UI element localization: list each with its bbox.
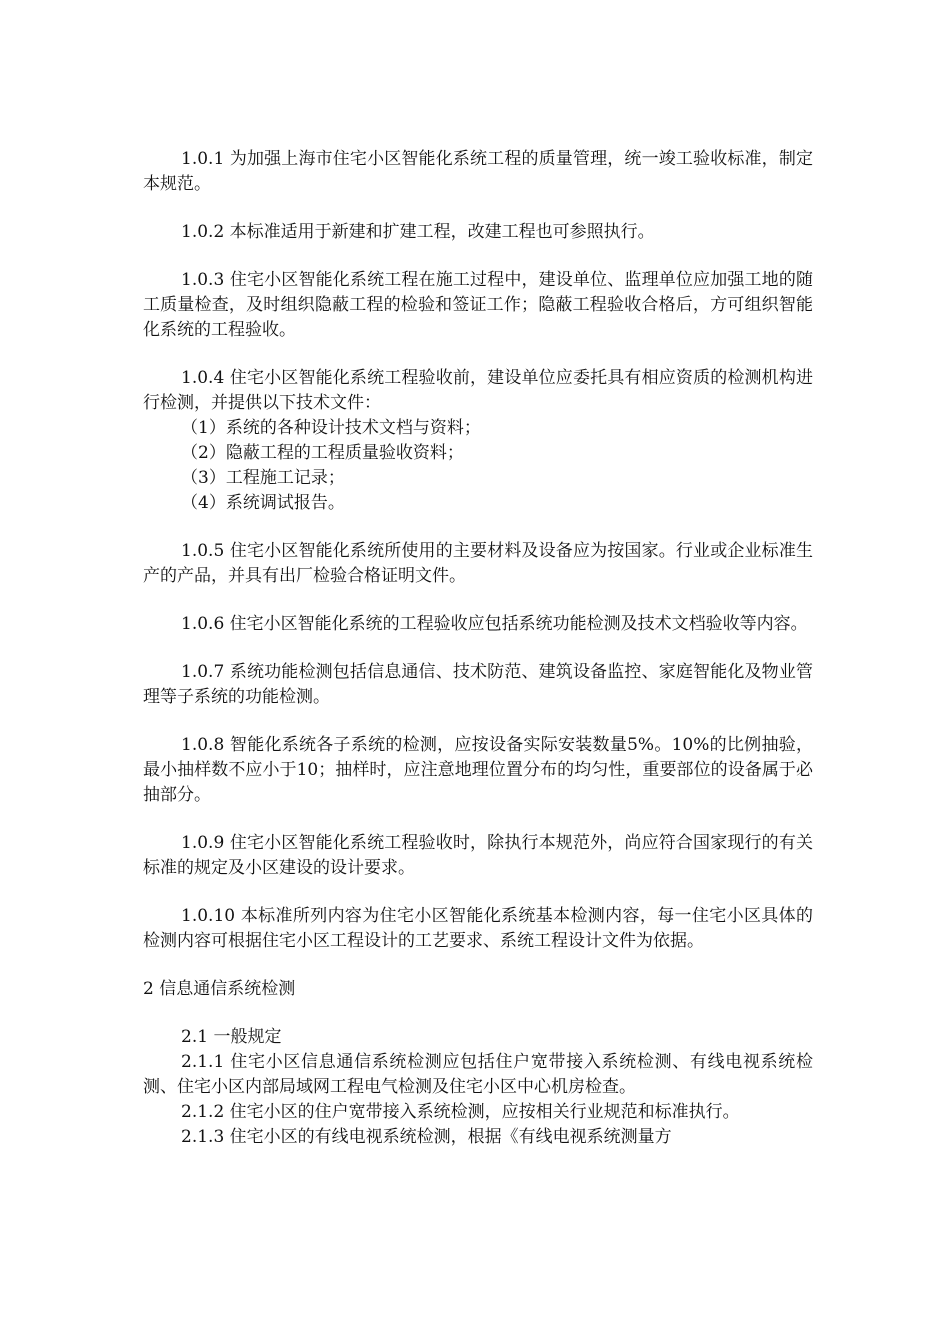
list-item: （1）系统的各种设计技术文档与资料；	[181, 418, 481, 438]
clause-1-0-5: 1.0.5 住宅小区智能化系统所使用的主要材料及设备应为按国家。行业或企业标准生产的产品，并具有出厂检验合格证明文件。	[143, 541, 813, 586]
clause-1-0-8: 1.0.8 智能化系统各子系统的检测，应按设备实际安装数量5%。10%的比例抽验，最小抽样数不应小于10；抽样时，应注意地理位置分布的均匀性，重要部位的设备属于必抽部分。	[143, 735, 813, 805]
document-page	[143, 147, 813, 1150]
list-item: （4）系统调试报告。	[181, 493, 345, 513]
clause-1-0-4: 1.0.4 住宅小区智能化系统工程验收前，建设单位应委托具有相应资质的检测机构进行检测，并提供以下技术文件：	[143, 368, 813, 413]
clause-1-0-9: 1.0.9 住宅小区智能化系统工程验收时，除执行本规范外，尚应符合国家现行的有关标准的规定及小区建设的设计要求。	[143, 833, 813, 878]
section-heading: 2 信息通信系统检测	[143, 979, 296, 999]
clause-2-1-1: 2.1.1 住宅小区信息通信系统检测应包括住户宽带接入系统检测、有线电视系统检测、住宅小区内部局域网工程电气检测及住宅小区中心机房检查。	[143, 1052, 813, 1097]
clause-1-0-1: 1.0.1 为加强上海市住宅小区智能化系统工程的质量管理，统一竣工验收标准，制定本规范。	[143, 149, 813, 194]
clause-1-0-10: 1.0.10 本标准所列内容为住宅小区智能化系统基本检测内容，每一住宅小区具体的检测内容可根据住宅小区工程设计的工艺要求、系统工程设计文件为依据。	[143, 906, 813, 951]
list-item: （2）隐蔽工程的工程质量验收资料；	[181, 443, 464, 463]
subsection-heading: 2.1 一般规定	[181, 1027, 282, 1047]
clause-1-0-6: 1.0.6 住宅小区智能化系统的工程验收应包括系统功能检测及技术文档验收等内容。	[181, 614, 808, 634]
clause-1-0-2: 1.0.2 本标准适用于新建和扩建工程，改建工程也可参照执行。	[181, 222, 655, 242]
clause-2-1-3: 2.1.3 住宅小区的有线电视系统检测，根据《有线电视系统测量方	[181, 1127, 672, 1147]
clause-2-1-2: 2.1.2 住宅小区的住户宽带接入系统检测，应按相关行业规范和标准执行。	[181, 1102, 740, 1122]
list-item: （3）工程施工记录；	[181, 468, 345, 488]
clause-1-0-3: 1.0.3 住宅小区智能化系统工程在施工过程中，建设单位、监理单位应加强工地的随工质量检查，及时组织隐蔽工程的检验和签证工作；隐蔽工程验收合格后，方可组织智能化系统的工程验收。	[143, 270, 813, 340]
clause-1-0-7: 1.0.7 系统功能检测包括信息通信、技术防范、建筑设备监控、家庭智能化及物业管理等子系统的功能检测。	[143, 662, 813, 707]
